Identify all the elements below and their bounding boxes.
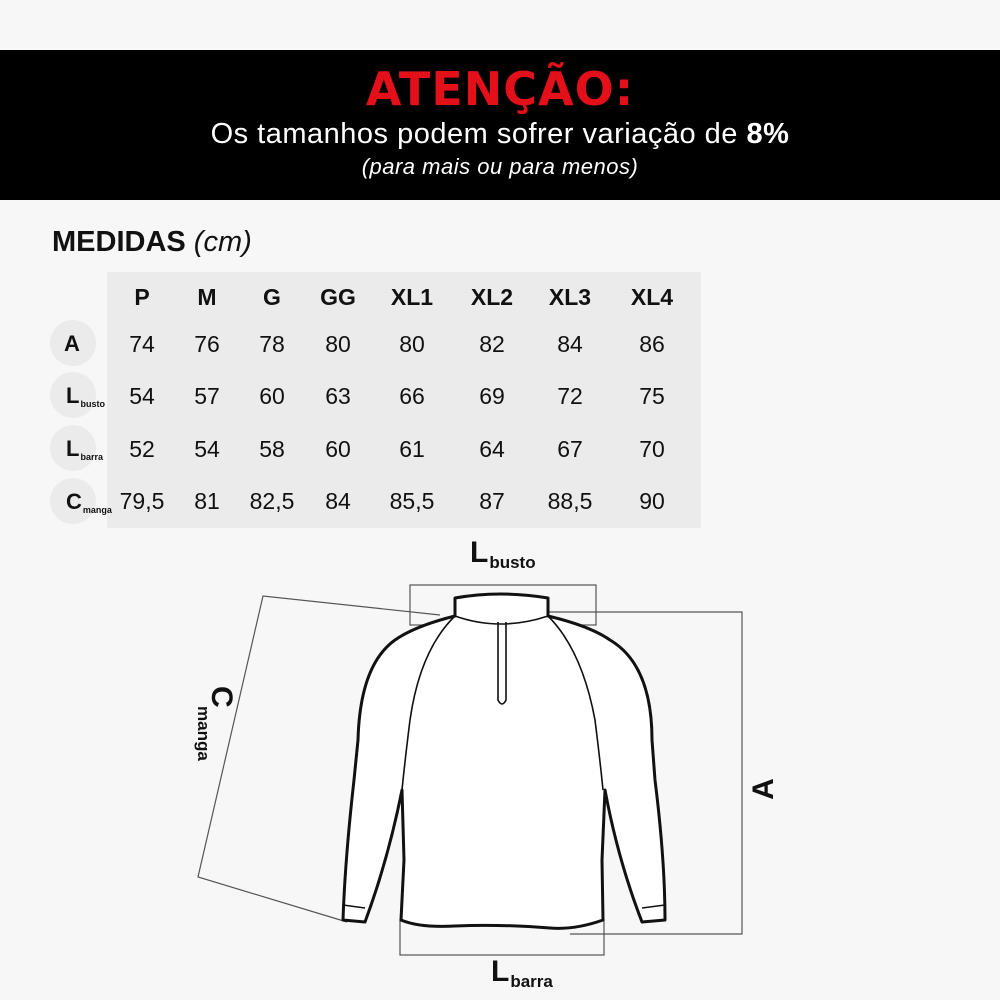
manga-diagram-sublabel: manga bbox=[194, 706, 213, 761]
measurement-cell: 58 bbox=[259, 436, 285, 462]
busto-label-main: L bbox=[470, 536, 489, 569]
row-label-main: C bbox=[66, 489, 82, 514]
measurement-cell: 66 bbox=[399, 383, 425, 409]
measurement-cell: 90 bbox=[639, 488, 665, 514]
measurement-cell: 67 bbox=[557, 436, 583, 462]
size-header: GG bbox=[320, 284, 356, 310]
size-header: G bbox=[263, 284, 281, 310]
measurement-cell: 74 bbox=[129, 331, 155, 357]
measurement-cell: 80 bbox=[399, 331, 425, 357]
measurement-cell: 69 bbox=[479, 383, 505, 409]
measurement-cell: 79,5 bbox=[119, 488, 165, 514]
measurement-cell: 81 bbox=[194, 488, 220, 514]
measurements-title: MEDIDAS bbox=[52, 226, 186, 258]
measurement-cell: 85,5 bbox=[389, 488, 435, 514]
attention-percent: 8% bbox=[746, 118, 790, 150]
measurement-cell: 78 bbox=[259, 331, 285, 357]
measurement-cell: 63 bbox=[325, 383, 351, 409]
measurements-unit: (cm) bbox=[193, 226, 252, 258]
measurement-cell: 82 bbox=[479, 331, 505, 357]
measurement-cell: 72 bbox=[557, 383, 583, 409]
size-header: XL3 bbox=[548, 284, 592, 310]
measurement-cell: 88,5 bbox=[547, 488, 593, 514]
size-header: XL2 bbox=[470, 284, 514, 310]
measurement-cell: 84 bbox=[325, 488, 351, 514]
row-label-sub: busto bbox=[80, 399, 105, 409]
size-header: XL1 bbox=[390, 284, 434, 310]
row-label-sub: manga bbox=[82, 505, 112, 515]
measurement-cell: 64 bbox=[479, 436, 505, 462]
measurement-cell: 60 bbox=[259, 383, 285, 409]
measurement-cell: 84 bbox=[557, 331, 583, 357]
measurement-cell: 80 bbox=[325, 331, 351, 357]
busto-diagram-label bbox=[470, 536, 536, 570]
altura-diagram-label: A bbox=[747, 778, 780, 800]
size-header: M bbox=[197, 284, 217, 310]
long-sleeve-shirt-icon bbox=[343, 594, 665, 928]
row-label-main: L bbox=[66, 436, 80, 461]
busto-label-sub: busto bbox=[489, 553, 536, 572]
measurement-cell: 70 bbox=[639, 436, 665, 462]
barra-diagram-label bbox=[491, 955, 553, 989]
measurement-cell: 75 bbox=[639, 383, 665, 409]
attention-message-text: Os tamanhos podem sofrer variação de bbox=[210, 118, 747, 150]
size-header: P bbox=[134, 284, 150, 310]
barra-label-sub: barra bbox=[510, 972, 553, 991]
measurement-cell: 54 bbox=[129, 383, 155, 409]
measurement-cell: 61 bbox=[399, 436, 425, 462]
measurement-cell: 87 bbox=[479, 488, 505, 514]
measurement-cell: 52 bbox=[129, 436, 155, 462]
measurement-cell: 54 bbox=[194, 436, 220, 462]
measurement-cell: 57 bbox=[194, 383, 220, 409]
manga-diagram-label: C bbox=[205, 686, 238, 708]
attention-title: ATENÇÃO: bbox=[365, 62, 635, 116]
measurement-cell: 86 bbox=[639, 331, 665, 357]
size-header: XL4 bbox=[630, 284, 674, 310]
measurement-cell: 76 bbox=[194, 331, 220, 357]
measurement-cell: 82,5 bbox=[249, 488, 295, 514]
row-label-main: L bbox=[66, 383, 80, 408]
barra-label-main: L bbox=[491, 955, 510, 988]
attention-note: (para mais ou para menos) bbox=[361, 154, 639, 179]
measurement-cell: 60 bbox=[325, 436, 351, 462]
row-label-sub: barra bbox=[80, 452, 103, 462]
shirt-outline bbox=[343, 594, 665, 928]
row-label-main: A bbox=[64, 331, 80, 356]
